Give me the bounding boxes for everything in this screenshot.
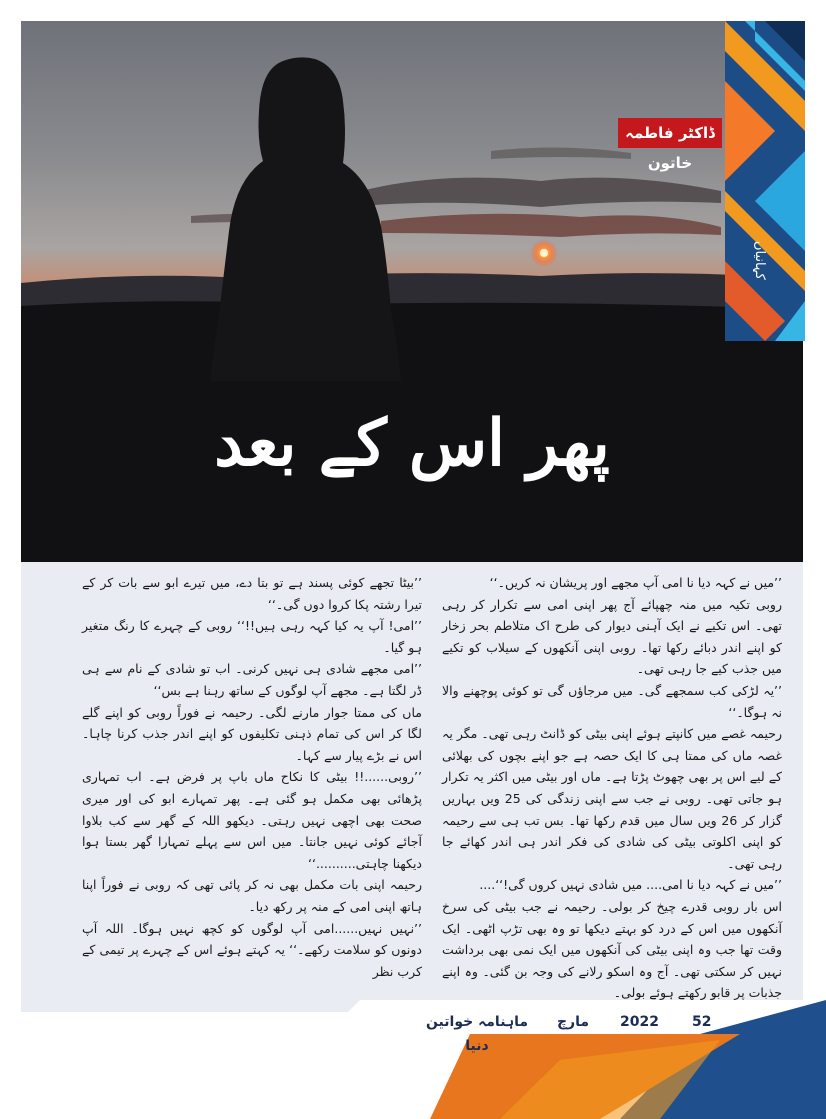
author-badge: ڈاکٹر فاطمہ خاتون [618, 118, 722, 148]
category-label: کہانیاں [752, 241, 767, 280]
geometric-pattern [725, 21, 805, 341]
hero-image [21, 21, 803, 562]
issue-month: مارچ [556, 1014, 590, 1030]
text-column-left [82, 572, 422, 982]
paragraph: ماں کی ممتا جوار مارنے لگی۔ رحیمہ نے فوراً روبی کو اپنے گلے لگا کر اس کی تمام ذہنی تکلیفوں کو اپنے اندر جذب کرنا چاہا۔ اس نے بڑے پیار سے کہا۔ [82, 704, 422, 763]
side-decoration [725, 21, 805, 341]
paragraph: ’’نہیں نہیں......امی آپ لوگوں کو کچھ نہیں ہوگا۔ اللہ آپ دونوں کو سلامت رکھے۔‘‘ یہ کہتے ہوئے اس کے چہرے پر تیمی کے کرب نظر [82, 920, 422, 979]
paragraph: ’’میں نے کہہ دیا نا امی آپ مجھے اور پریشان نہ کریں۔‘‘ [489, 575, 782, 590]
paragraph: ’’یہ لڑکی کب سمجھے گی۔ میں مرجاؤں گی تو کوئی پوچھنے والا نہ ہوگا۔‘‘ [442, 682, 782, 720]
issue-year: 2022 [620, 1014, 659, 1030]
paragraph: روبی تکیہ میں منہ چھپائے آج پھر اپنی امی سے تکرار کر رہی تھی۔ اس تکیے نے ایک آہنی دیوار کی طرح اک متلاطم بحر زخار کو اپنے اندر دبائے رکھا تھا۔ روبی اپنی آنکھوں کے سیلاب کو تکیے میں جذب کیے جا رہی تھی۔ [442, 596, 782, 677]
paragraph: ’’بیٹا تجھے کوئی پسند ہے تو بتا دے، میں تیرے ابو سے بات کر کے تیرا رشتہ پکا کروا دوں گی۔‘‘ [82, 575, 422, 612]
magazine-name: ماہنامہ خواتین دنیا [425, 1014, 529, 1054]
paragraph: ’’امی مجھے شادی ہی نہیں کرنی۔ اب تو شادی کے نام سے ہی ڈر لگتا ہے۔ مجھے آپ لوگوں کے ساتھ رہنا ہے بس‘‘ [82, 661, 422, 698]
page-number: 52 [692, 1014, 712, 1030]
article-body [21, 562, 803, 1012]
paragraph: رحیمہ اپنی بات مکمل بھی نہ کر پائی تھی کہ روبی نے فوراً اپنا ہاتھ اپنی امی کے منہ پر رکھ دیا۔ [82, 877, 422, 914]
paragraph: رحیمہ غصے میں کانپتے ہوئے اپنی بیٹی کو ڈانٹ رہی تھی۔ مگر یہ غصہ ماں کی ممتا ہی کا ایک حصہ ہے جو اپنے بچوں کی بھلائی کے لیے اس پر بھی چھوٹ پڑتا ہے۔ ماں اور بیٹی میں اکثر یہ تکرار ہو جاتی تھی۔ روبی نے جب سے اپنی زندگی کی 25 ویں بہاریں گزار کر 26 ویں سال میں قدم رکھا تھا۔ بس تب ہی سے رحیمہ کو اپنی اکلوتی بیٹی کی شادی کی فکر اندر ہی اندر کھائے جا رہی تھی۔ [442, 726, 783, 871]
article-title: پھر اس کے بعد [214, 406, 610, 481]
text-column-right [442, 572, 782, 1004]
paragraph: ’’امی! آپ یہ کیا کہہ رہی ہیں!!‘‘ روبی کے چہرے کا رنگ متغیر ہو گیا۔ [82, 618, 422, 655]
paragraph: اس بار روبی قدرے چیخ کر بولی۔ رحیمہ نے جب بیٹی کی سرخ آنکھوں میں اس کے درد کو بہتے دیکھا تو وہ بھی تڑپ اٹھی۔ ایک وقت تھا جب وہ اپنی بیٹی کی آنکھوں میں ایک نمی بھی برداشت نہیں کر سکتی تھی۔ آج وہ اسکو رلانے کی وجہ بن گئی۔ وہ اپنے جذبات پر قابو رکھتے ہوئے بولی۔ [442, 898, 782, 1001]
paragraph: ’’میں نے کہہ دیا نا امی.... میں شادی نہیں کروں گی!‘‘.... [479, 877, 782, 893]
paragraph: ’’روبی......!! بیٹی کا نکاح ماں باپ پر فرض ہے۔ اب تمہاری پڑھائی بھی مکمل ہو گئی ہے۔ پھر تمہارے ابو کی اور میری صحت بھی اچھی نہیں رہتی۔ دیکھو اللہ کے گھر سے کب بلاوا آجائے کوئی نہیں جانتا۔ میں اس سے پہلے تمہارا گھر بستا ہوا دیکھنا چاہتی..........‘‘ [82, 769, 422, 871]
